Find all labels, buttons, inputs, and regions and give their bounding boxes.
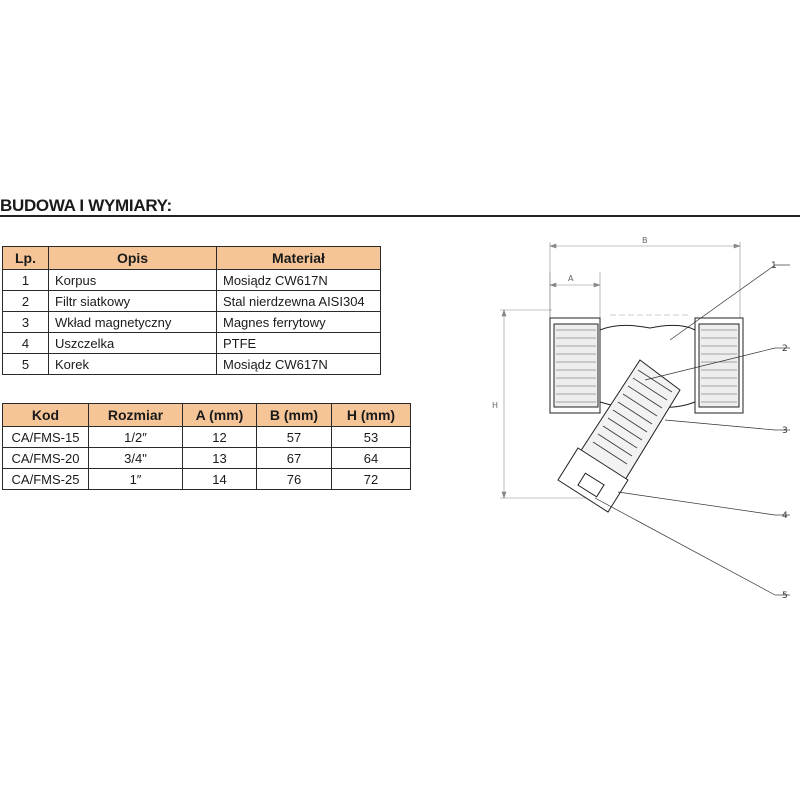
cell-kod: CA/FMS-20	[3, 448, 89, 469]
dimension-a-label: A	[568, 274, 574, 283]
callout-3: 3	[782, 426, 788, 436]
cell-rozmiar: 1″	[89, 469, 183, 490]
cell-lp: 5	[3, 354, 49, 375]
strainer-technical-drawing	[490, 230, 800, 610]
cell-a: 14	[183, 469, 257, 490]
table-row	[3, 354, 381, 375]
cell-h: 53	[332, 427, 411, 448]
cell-opis: Filtr siatkowy	[49, 291, 217, 312]
cell-h: 72	[332, 469, 411, 490]
header-material: Materiał	[217, 247, 381, 270]
dimension-h-label: H	[492, 401, 499, 410]
header-h: H (mm)	[332, 404, 411, 427]
cell-opis: Uszczelka	[49, 333, 217, 354]
header-a: A (mm)	[183, 404, 257, 427]
callout-4: 4	[782, 511, 788, 521]
parts-table-header-row	[3, 247, 381, 270]
cell-rozmiar: 3/4"	[89, 448, 183, 469]
cell-kod: CA/FMS-15	[3, 427, 89, 448]
cell-a: 12	[183, 427, 257, 448]
cell-material: Mosiądz CW617N	[217, 270, 381, 291]
header-b: B (mm)	[257, 404, 332, 427]
table-row	[3, 270, 381, 291]
cell-rozmiar: 1/2″	[89, 427, 183, 448]
cell-material: PTFE	[217, 333, 381, 354]
dimension-b-label: B	[642, 236, 648, 245]
table-row	[3, 333, 381, 354]
table-row	[3, 448, 411, 469]
cell-lp: 2	[3, 291, 49, 312]
cell-opis: Korek	[49, 354, 217, 375]
cell-a: 13	[183, 448, 257, 469]
cell-material: Stal nierdzewna AISI304	[217, 291, 381, 312]
cell-opis: Korpus	[49, 270, 217, 291]
table-row	[3, 469, 411, 490]
dimension-b	[550, 242, 740, 318]
cell-b: 67	[257, 448, 332, 469]
callout-1: 1	[771, 261, 777, 271]
callout-5: 5	[782, 591, 788, 601]
cell-material: Mosiądz CW617N	[217, 354, 381, 375]
strainer-body	[550, 318, 743, 512]
section-title: BUDOWA I WYMIARY:	[0, 196, 172, 215]
table-row	[3, 291, 381, 312]
cell-lp: 4	[3, 333, 49, 354]
cell-b: 57	[257, 427, 332, 448]
cell-lp: 1	[3, 270, 49, 291]
header-rozmiar: Rozmiar	[89, 404, 183, 427]
cell-material: Magnes ferrytowy	[217, 312, 381, 333]
table-row	[3, 427, 411, 448]
cell-lp: 3	[3, 312, 49, 333]
dimension-a	[550, 272, 600, 318]
cell-b: 76	[257, 469, 332, 490]
header-opis: Opis	[49, 247, 217, 270]
section-divider	[0, 215, 800, 217]
header-lp: Lp.	[3, 247, 49, 270]
table-row	[3, 312, 381, 333]
cell-h: 64	[332, 448, 411, 469]
parts-table	[2, 246, 381, 375]
callout-2: 2	[782, 344, 788, 354]
cell-opis: Wkład magnetyczny	[49, 312, 217, 333]
header-kod: Kod	[3, 404, 89, 427]
cell-kod: CA/FMS-25	[3, 469, 89, 490]
dimensions-table	[2, 403, 411, 490]
dimensions-table-header-row	[3, 404, 411, 427]
